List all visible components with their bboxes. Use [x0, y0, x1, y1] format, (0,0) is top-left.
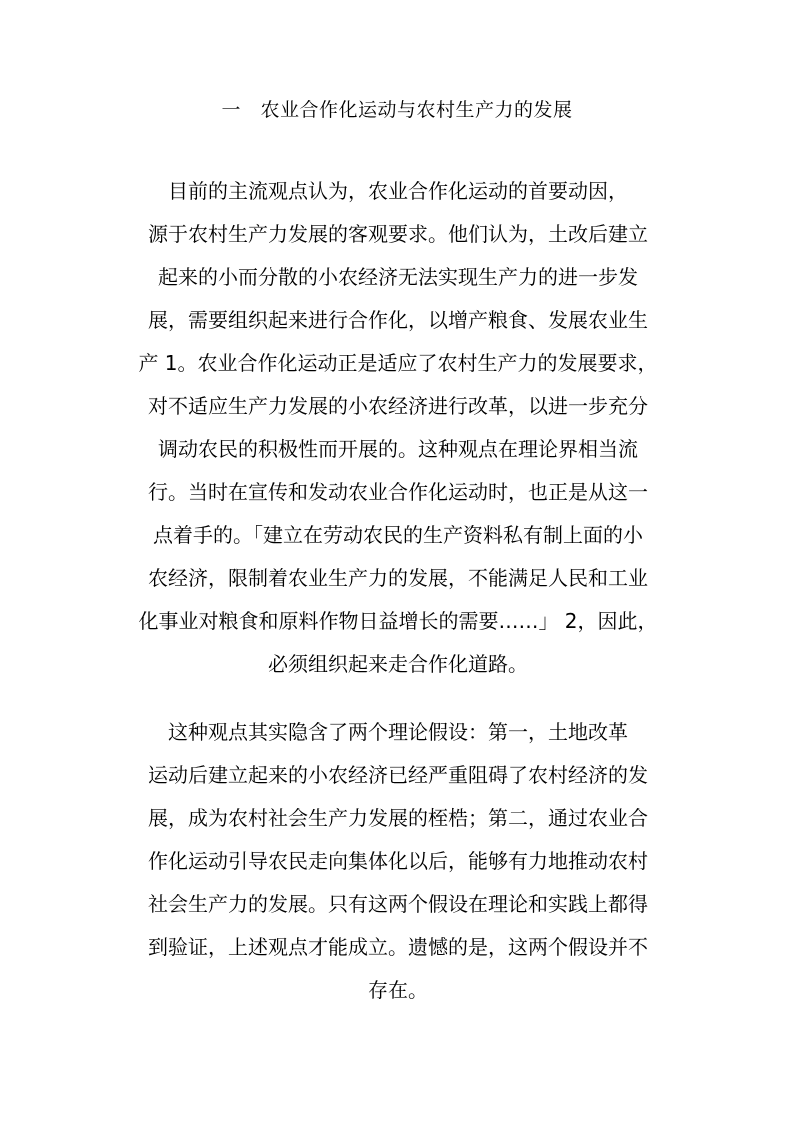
section-heading: 一 农业合作化运动与农村生产力的发展 — [221, 99, 573, 121]
paragraph-hypotheses — [128, 711, 668, 1012]
text-line: 到验证，上述观点才能成立。遗憾的是，这两个假设并不 — [148, 935, 648, 959]
text-line: 农经济，限制着农业生产力的发展，不能满足人民和工业 — [148, 566, 648, 590]
text-line: 源于农村生产力发展的客观要求。他们认为，土改后建立 — [148, 222, 648, 246]
text-line: 行。当时在宣传和发动农业合作化运动时，也正是从这一 — [148, 480, 648, 504]
text-line: 起来的小而分散的小农经济无法实现生产力的进一步发 — [158, 265, 638, 289]
text-line: 这种观点其实隐含了两个理论假设：第一，土地改革 — [168, 720, 628, 744]
text-line: 展，需要组织起来进行合作化，以增产粮食、发展农业生 — [148, 308, 648, 332]
text-line: 对不适应生产力发展的小农经济进行改革，以进一步充分 — [148, 394, 648, 418]
text-line: 展，成为农村社会生产力发展的桎梏；第二，通过农业合 — [148, 806, 648, 830]
text-line: 作化运动引导农民走向集体化以后，能够有力地推动农村 — [148, 849, 648, 873]
text-line: 存在。 — [368, 978, 428, 1002]
text-line: 社会生产力的发展。只有这两个假设在理论和实践上都得 — [148, 892, 648, 916]
text-line: 必须组织起来走合作化道路。 — [268, 652, 528, 676]
text-line: 化事业对粮食和原料作物日益增长的需要……」 2，因此， — [138, 609, 658, 633]
text-line: 目前的主流观点认为，农业合作化运动的首要动因， — [168, 179, 628, 203]
text-line: 运动后建立起来的小农经济已经严重阻碍了农村经济的发 — [148, 763, 648, 787]
paragraph-main-view — [128, 170, 668, 686]
text-line: 产 1。农业合作化运动正是适应了农村生产力的发展要求， — [138, 351, 658, 375]
text-line: 点着手的。「建立在劳动农民的生产资料私有制上面的小 — [153, 523, 643, 547]
text-line: 调动农民的积极性而开展的。这种观点在理论界相当流 — [158, 437, 638, 461]
